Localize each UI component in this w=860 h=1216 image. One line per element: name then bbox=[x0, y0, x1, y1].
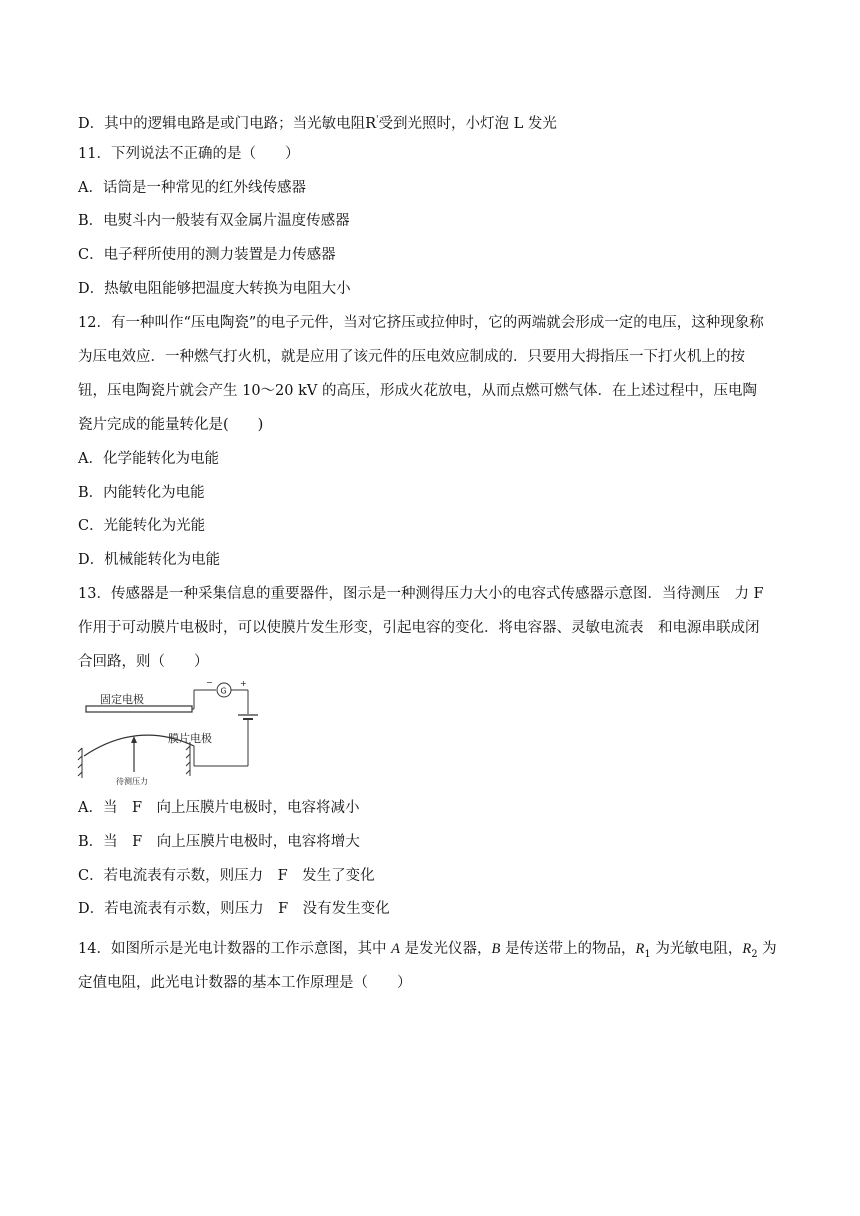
membrane-electrode-label: 膜片电极 bbox=[168, 732, 212, 745]
q14-symbol-r1: R bbox=[635, 941, 645, 957]
minus-label: − bbox=[206, 678, 213, 687]
q11-option-b: B．电熨斗内一般装有双金属片温度传感器 bbox=[78, 213, 350, 229]
fixed-electrode-label: 固定电极 bbox=[100, 693, 144, 706]
q14-symbol-r2: R bbox=[742, 941, 752, 957]
q12-option-a: A．化学能转化为电能 bbox=[78, 451, 219, 467]
q10-option-d-text: D．其中的逻辑电路是或门电路；当光敏电阻 bbox=[78, 115, 366, 132]
q12-stem-line-4: 瓷片完成的能量转化是( ) bbox=[78, 417, 264, 433]
q14-stem-line-2: 定值电阻，此光电计数器的基本工作原理是（ ） bbox=[78, 975, 412, 991]
q10-option-d-r: R bbox=[365, 115, 377, 132]
q12-option-b: B．内能转化为电能 bbox=[78, 485, 205, 501]
plus-label: + bbox=[240, 679, 247, 688]
q13-option-a: A．当 F 向上压膜片电极时，电容将减小 bbox=[78, 800, 360, 816]
q11-stem: 11．下列说法不正确的是（ ） bbox=[78, 146, 300, 162]
q10-option-d-prime: ' bbox=[376, 115, 379, 125]
fixed-electrode-plate bbox=[86, 706, 192, 712]
q13-option-c: C．若电流表有示数，则压力 F 发生了变化 bbox=[78, 868, 375, 884]
q10-option-d bbox=[78, 110, 798, 134]
capacitive-sensor-figure bbox=[76, 676, 268, 788]
q12-option-d: D．机械能转化为电能 bbox=[78, 552, 221, 568]
pressure-arrow-head bbox=[131, 736, 137, 743]
q13-stem-line-3: 合回路，则（ ） bbox=[78, 654, 209, 670]
q11-option-d: D．热敏电阻能够把温度大转换为电阻大小 bbox=[78, 281, 351, 297]
q13-option-d: D．若电流表有示数，则压力 F 没有发生变化 bbox=[78, 901, 390, 917]
q13-stem-line-1: 13．传感器是一种采集信息的重要器件，图示是一种测得压力大小的电容式传感器示意图．当待测压 力 F bbox=[78, 586, 764, 602]
q12-stem-line-3: 钮，压电陶瓷片就会产生 10～20 kV 的高压，形成火花放电，从而点燃可燃气体．在上述过程中，压电陶 bbox=[78, 383, 757, 399]
pressure-label: 待测压力 bbox=[116, 777, 148, 786]
q12-option-c: C．光能转化为光能 bbox=[78, 518, 206, 534]
q10-option-d-text-end: 受到光照时，小灯泡 L 发光 bbox=[378, 115, 557, 132]
q12-stem-line-2: 为压电效应．一种燃气打火机，就是应用了该元件的压电效应制成的．只要用大拇指压一下打火机上的按 bbox=[78, 349, 745, 365]
q11-option-a: A．话筒是一种常见的红外线传感器 bbox=[78, 180, 306, 196]
capacitive-sensor-diagram bbox=[76, 676, 268, 788]
q14-symbol-b: B bbox=[491, 941, 501, 957]
q14-stem-line-1: 14．如图所示是光电计数器的工作示意图，其中 A 是发光仪器，B 是传送带上的物品，$R_1$ 为光敏电阻，$R_2$ 为 bbox=[78, 941, 777, 960]
q13-option-b: B．当 F 向上压膜片电极时，电容将增大 bbox=[78, 834, 360, 850]
q12-stem-line-1: 12．有一种叫作“压电陶瓷”的电子元件，当对它挤压或拉伸时，它的两端就会形成一定的电压，这种现象称 bbox=[78, 315, 764, 331]
q14-symbol-a: A bbox=[391, 941, 400, 957]
galvanometer-label: G bbox=[220, 686, 227, 696]
q11-option-c: C．电子秤所使用的测力装置是力传感器 bbox=[78, 247, 336, 263]
q13-stem-line-2: 作用于可动膜片电极时，可以使膜片发生形变，引起电容的变化．将电容器、灵敏电流表 和电源串联成闭 bbox=[78, 620, 760, 636]
